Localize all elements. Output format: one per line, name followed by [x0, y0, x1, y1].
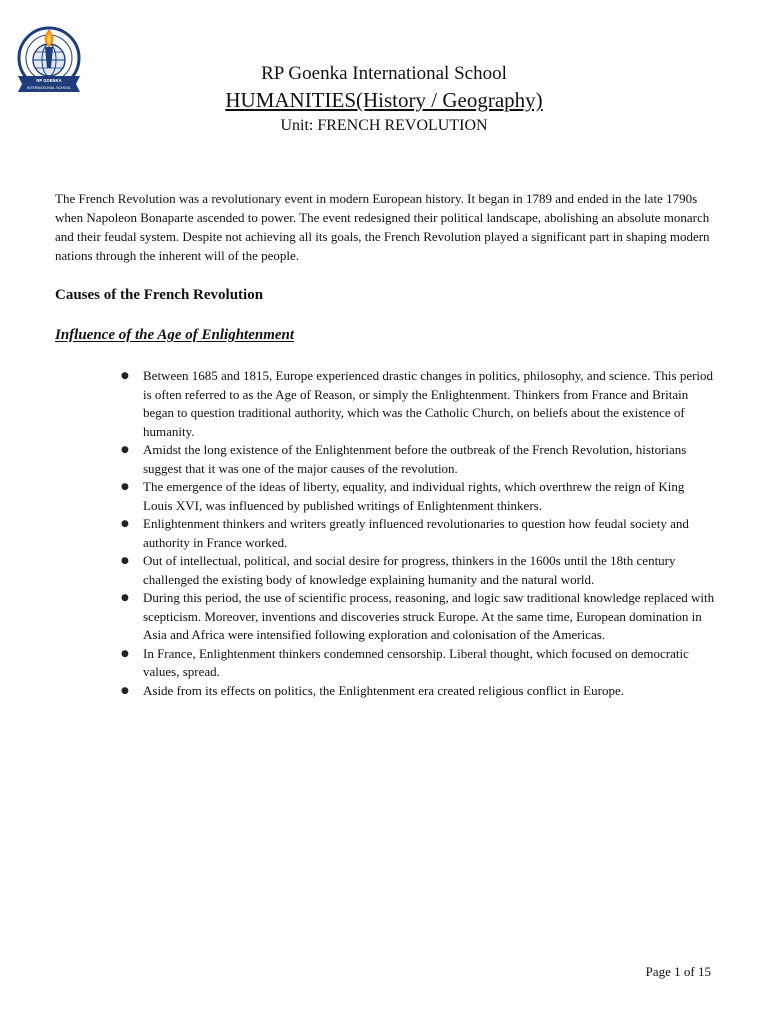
svg-text:RP GOENKA: RP GOENKA [36, 78, 62, 83]
list-item: ● The emergence of the ideas of liberty, equality, and individual rights, which overthrew the reign of King Louis XVI, was influenced by published writings of Enlightenment thinkers. [120, 478, 715, 515]
bullet-list [120, 367, 715, 700]
list-item: ● Aside from its effects on politics, the Enlightenment era created religious conflict in Europe. [120, 682, 715, 701]
svg-text:INTERNATIONAL SCHOOL: INTERNATIONAL SCHOOL [26, 86, 72, 90]
list-item: ● In France, Enlightenment thinkers condemned censorship. Liberal thought, which focused on democratic values, spread. [120, 645, 715, 682]
list-item: ● Enlightenment thinkers and writers greatly influenced revolutionaries to question how feudal society and authority in France worked. [120, 515, 715, 552]
subject-title: HUMANITIES(History / Geography) [225, 88, 543, 112]
list-item: ● Out of intellectual, political, and social desire for progress, thinkers in the 1600s until the 18th century challenged the existing body of knowledge explaining humanity and the natural world. [120, 552, 715, 589]
subsection-heading: Influence of the Age of Enlightenment [55, 327, 295, 343]
school-name: RP Goenka International School [261, 63, 507, 84]
list-item: ● During this period, the use of scientific process, reasoning, and logic saw traditional knowledge replaced with scepticism. Moreover, inventions and discoveries struck Europe. At the same time, European domination in Asia and Africa were intensified following exploration and colonisation of the Americas. [120, 589, 715, 645]
unit-line: Unit: FRENCH REVOLUTION [280, 117, 488, 134]
section-heading: Causes of the French Revolution [55, 287, 264, 303]
list-item: ● Amidst the long existence of the Enlightenment before the outbreak of the French Revolution, historians suggest that it was one of the major causes of the revolution. [120, 441, 715, 478]
document-header [0, 62, 768, 137]
intro-paragraph: The French Revolution was a revolutionary event in modern European history. It began in 1789 and ended in the late 1790s when Napoleon Bonaparte ascended to power. The event redesigned their political landscape, abolishing an absolute monarch and their feudal system. Despite not achieving all its goals, the French Revolution played a significant part in shaping modern nations through the inherent will of the people. [55, 191, 710, 263]
list-item: ● Between 1685 and 1815, Europe experienced drastic changes in politics, philosophy, and science. This period is often referred to as the Age of Reason, or simply the Enlightenment. Thinkers from France and Britain began to question traditional authority, which was the Catholic Church, on beliefs about the existence of humanity. [120, 367, 715, 441]
page-number: Page 1 of 15 [645, 964, 711, 979]
